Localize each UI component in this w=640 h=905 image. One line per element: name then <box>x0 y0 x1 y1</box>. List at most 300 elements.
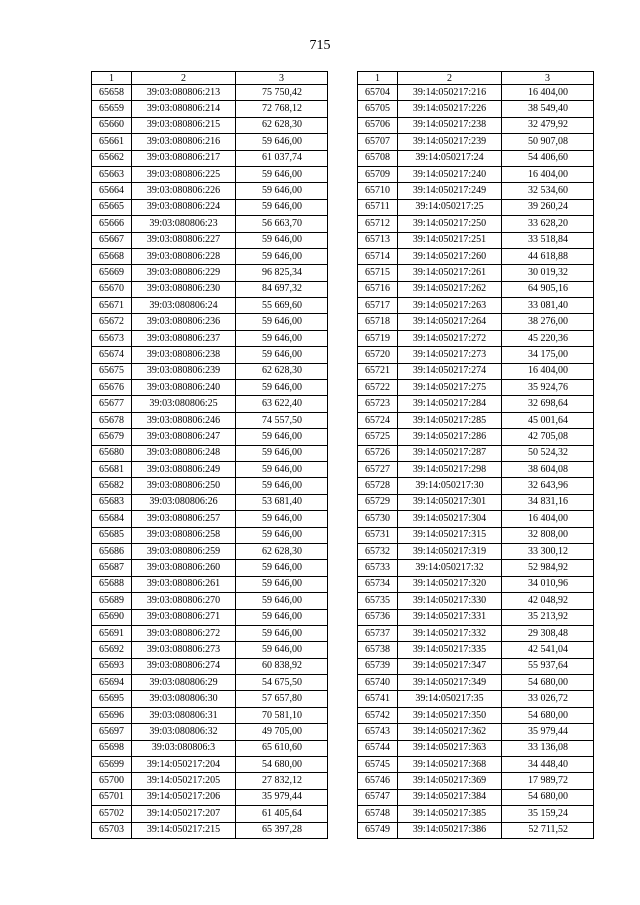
cadastral-number-cell: 39:14:050217:285 <box>398 412 502 428</box>
table-row <box>358 789 594 805</box>
cadastral-number-cell: 39:03:080806:272 <box>132 625 236 641</box>
row-number-cell: 65668 <box>92 248 132 264</box>
row-number-cell: 65702 <box>92 806 132 822</box>
row-number-cell: 65661 <box>92 134 132 150</box>
row-number-cell: 65705 <box>358 101 398 117</box>
cadastral-number-cell: 39:03:080806:260 <box>132 560 236 576</box>
table-row <box>92 707 328 723</box>
value-cell: 35 213,92 <box>502 609 594 625</box>
table-row <box>358 642 594 658</box>
table-row <box>92 642 328 658</box>
value-cell: 57 657,80 <box>236 691 328 707</box>
table-row <box>92 298 328 314</box>
value-cell: 17 989,72 <box>502 773 594 789</box>
row-number-cell: 65745 <box>358 757 398 773</box>
table-row <box>358 298 594 314</box>
row-number-cell: 65696 <box>92 707 132 723</box>
row-number-cell: 65677 <box>92 396 132 412</box>
table-row <box>358 740 594 756</box>
cadastral-number-cell: 39:03:080806:240 <box>132 380 236 396</box>
cadastral-number-cell: 39:03:080806:29 <box>132 675 236 691</box>
table-row <box>92 724 328 740</box>
table-row <box>358 216 594 232</box>
table-row <box>92 691 328 707</box>
row-number-cell: 65697 <box>92 724 132 740</box>
value-cell: 59 646,00 <box>236 347 328 363</box>
row-number-cell: 65706 <box>358 117 398 133</box>
cadastral-number-cell: 39:03:080806:32 <box>132 724 236 740</box>
value-cell: 16 404,00 <box>502 85 594 101</box>
value-cell: 59 646,00 <box>236 380 328 396</box>
value-cell: 59 646,00 <box>236 429 328 445</box>
row-number-cell: 65709 <box>358 166 398 182</box>
cadastral-number-cell: 39:14:050217:263 <box>398 298 502 314</box>
value-cell: 34 175,00 <box>502 347 594 363</box>
value-cell: 33 518,84 <box>502 232 594 248</box>
cadastral-number-cell: 39:14:050217:335 <box>398 642 502 658</box>
table-row <box>92 265 328 281</box>
value-cell: 54 680,00 <box>502 789 594 805</box>
row-number-cell: 65739 <box>358 658 398 674</box>
value-cell: 27 832,12 <box>236 773 328 789</box>
table-row <box>358 248 594 264</box>
cadastral-number-cell: 39:14:050217:273 <box>398 347 502 363</box>
row-number-cell: 65670 <box>92 281 132 297</box>
table-row <box>358 658 594 674</box>
table-row <box>92 511 328 527</box>
table-row <box>358 773 594 789</box>
row-number-cell: 65707 <box>358 134 398 150</box>
table-header-row <box>92 72 328 85</box>
cadastral-number-cell: 39:03:080806:227 <box>132 232 236 248</box>
value-cell: 32 698,64 <box>502 396 594 412</box>
table-row <box>358 757 594 773</box>
row-number-cell: 65726 <box>358 445 398 461</box>
value-cell: 54 680,00 <box>236 757 328 773</box>
value-cell: 16 404,00 <box>502 511 594 527</box>
table-row <box>358 445 594 461</box>
cadastral-number-cell: 39:03:080806:259 <box>132 543 236 559</box>
value-cell: 49 705,00 <box>236 724 328 740</box>
row-number-cell: 65747 <box>358 789 398 805</box>
row-number-cell: 65674 <box>92 347 132 363</box>
value-cell: 29 308,48 <box>502 625 594 641</box>
row-number-cell: 65737 <box>358 625 398 641</box>
value-cell: 54 680,00 <box>502 675 594 691</box>
row-number-cell: 65736 <box>358 609 398 625</box>
table-row <box>358 461 594 477</box>
table-row <box>358 527 594 543</box>
row-number-cell: 65727 <box>358 461 398 477</box>
row-number-cell: 65662 <box>92 150 132 166</box>
cadastral-number-cell: 39:14:050217:384 <box>398 789 502 805</box>
table-row <box>358 675 594 691</box>
value-cell: 35 924,76 <box>502 380 594 396</box>
value-cell: 54 680,00 <box>502 707 594 723</box>
cadastral-number-cell: 39:03:080806:3 <box>132 740 236 756</box>
cadastral-number-cell: 39:03:080806:236 <box>132 314 236 330</box>
row-number-cell: 65669 <box>92 265 132 281</box>
value-cell: 33 081,40 <box>502 298 594 314</box>
row-number-cell: 65675 <box>92 363 132 379</box>
row-number-cell: 65684 <box>92 511 132 527</box>
table-row <box>92 330 328 346</box>
cadastral-number-cell: 39:03:080806:228 <box>132 248 236 264</box>
cadastral-number-cell: 39:14:050217:301 <box>398 494 502 510</box>
value-cell: 62 628,30 <box>236 363 328 379</box>
value-cell: 75 750,42 <box>236 85 328 101</box>
row-number-cell: 65665 <box>92 199 132 215</box>
row-number-cell: 65721 <box>358 363 398 379</box>
row-number-cell: 65667 <box>92 232 132 248</box>
table-row <box>358 625 594 641</box>
cadastral-number-cell: 39:03:080806:213 <box>132 85 236 101</box>
table-row <box>358 199 594 215</box>
value-cell: 59 646,00 <box>236 461 328 477</box>
cadastral-number-cell: 39:03:080806:31 <box>132 707 236 723</box>
value-cell: 59 646,00 <box>236 134 328 150</box>
table-row <box>92 822 328 838</box>
cadastral-number-cell: 39:03:080806:23 <box>132 216 236 232</box>
cadastral-number-cell: 39:14:050217:264 <box>398 314 502 330</box>
cadastral-number-cell: 39:14:050217:330 <box>398 593 502 609</box>
row-number-cell: 65710 <box>358 183 398 199</box>
cadastral-number-cell: 39:14:050217:204 <box>132 757 236 773</box>
table-row <box>358 166 594 182</box>
value-cell: 60 838,92 <box>236 658 328 674</box>
table-row <box>358 150 594 166</box>
value-cell: 59 646,00 <box>236 511 328 527</box>
table-row <box>92 347 328 363</box>
cadastral-number-cell: 39:03:080806:248 <box>132 445 236 461</box>
row-number-cell: 65728 <box>358 478 398 494</box>
value-cell: 42 705,08 <box>502 429 594 445</box>
value-cell: 33 026,72 <box>502 691 594 707</box>
row-number-cell: 65693 <box>92 658 132 674</box>
row-number-cell: 65717 <box>358 298 398 314</box>
value-cell: 59 646,00 <box>236 478 328 494</box>
cadastral-number-cell: 39:03:080806:225 <box>132 166 236 182</box>
value-cell: 53 681,40 <box>236 494 328 510</box>
row-number-cell: 65681 <box>92 461 132 477</box>
cadastral-number-cell: 39:14:050217:350 <box>398 707 502 723</box>
cadastral-number-cell: 39:14:050217:262 <box>398 281 502 297</box>
cadastral-number-cell: 39:03:080806:24 <box>132 298 236 314</box>
table-row <box>358 691 594 707</box>
cadastral-number-cell: 39:14:050217:272 <box>398 330 502 346</box>
cadastral-number-cell: 39:03:080806:273 <box>132 642 236 658</box>
row-number-cell: 65683 <box>92 494 132 510</box>
cadastral-number-cell: 39:03:080806:224 <box>132 199 236 215</box>
row-number-cell: 65740 <box>358 675 398 691</box>
table-row <box>92 85 328 101</box>
table-row <box>358 478 594 494</box>
table-row <box>92 281 328 297</box>
table-row <box>92 445 328 461</box>
table-row <box>92 314 328 330</box>
cadastral-number-cell: 39:03:080806:229 <box>132 265 236 281</box>
cadastral-number-cell: 39:03:080806:237 <box>132 330 236 346</box>
value-cell: 72 768,12 <box>236 101 328 117</box>
row-number-cell: 65720 <box>358 347 398 363</box>
value-cell: 52 984,92 <box>502 560 594 576</box>
cadastral-number-cell: 39:14:050217:368 <box>398 757 502 773</box>
row-number-cell: 65734 <box>358 576 398 592</box>
value-cell: 74 557,50 <box>236 412 328 428</box>
cadastral-number-cell: 39:03:080806:215 <box>132 117 236 133</box>
value-cell: 32 808,00 <box>502 527 594 543</box>
value-cell: 44 618,88 <box>502 248 594 264</box>
value-cell: 42 541,04 <box>502 642 594 658</box>
cadastral-number-cell: 39:03:080806:25 <box>132 396 236 412</box>
value-cell: 35 979,44 <box>502 724 594 740</box>
row-number-cell: 65715 <box>358 265 398 281</box>
cadastral-number-cell: 39:14:050217:251 <box>398 232 502 248</box>
table-row <box>92 806 328 822</box>
table-row <box>358 363 594 379</box>
cadastral-number-cell: 39:14:050217:216 <box>398 85 502 101</box>
cadastral-number-cell: 39:03:080806:270 <box>132 593 236 609</box>
page-number: 715 <box>309 38 331 53</box>
cadastral-number-cell: 39:03:080806:214 <box>132 101 236 117</box>
table-row <box>92 396 328 412</box>
table-row <box>92 101 328 117</box>
cadastral-number-cell: 39:03:080806:26 <box>132 494 236 510</box>
value-cell: 32 479,92 <box>502 117 594 133</box>
value-cell: 30 019,32 <box>502 265 594 281</box>
table-row <box>92 363 328 379</box>
value-cell: 64 905,16 <box>502 281 594 297</box>
table-row <box>358 609 594 625</box>
value-cell: 38 549,40 <box>502 101 594 117</box>
table-row <box>92 216 328 232</box>
table-row <box>358 380 594 396</box>
cadastral-number-cell: 39:14:050217:320 <box>398 576 502 592</box>
row-number-cell: 65698 <box>92 740 132 756</box>
row-number-cell: 65714 <box>358 248 398 264</box>
value-cell: 84 697,32 <box>236 281 328 297</box>
value-cell: 59 646,00 <box>236 199 328 215</box>
cadastral-number-cell: 39:03:080806:230 <box>132 281 236 297</box>
value-cell: 62 628,30 <box>236 543 328 559</box>
value-cell: 61 405,64 <box>236 806 328 822</box>
cadastral-number-cell: 39:03:080806:271 <box>132 609 236 625</box>
row-number-cell: 65663 <box>92 166 132 182</box>
table-row <box>92 593 328 609</box>
row-number-cell: 65711 <box>358 199 398 215</box>
cadastral-number-cell: 39:03:080806:246 <box>132 412 236 428</box>
table-row <box>92 199 328 215</box>
table-row <box>358 314 594 330</box>
value-cell: 59 646,00 <box>236 232 328 248</box>
value-cell: 96 825,34 <box>236 265 328 281</box>
column-header: 1 <box>358 72 398 85</box>
table-row <box>92 789 328 805</box>
table-row <box>358 101 594 117</box>
row-number-cell: 65687 <box>92 560 132 576</box>
value-cell: 59 646,00 <box>236 166 328 182</box>
value-cell: 54 675,50 <box>236 675 328 691</box>
row-number-cell: 65735 <box>358 593 398 609</box>
table-row <box>92 757 328 773</box>
cadastral-number-cell: 39:14:050217:25 <box>398 199 502 215</box>
row-number-cell: 65712 <box>358 216 398 232</box>
table-row <box>92 658 328 674</box>
row-number-cell: 65666 <box>92 216 132 232</box>
column-header: 2 <box>132 72 236 85</box>
row-number-cell: 65724 <box>358 412 398 428</box>
row-number-cell: 65748 <box>358 806 398 822</box>
cadastral-number-cell: 39:03:080806:274 <box>132 658 236 674</box>
row-number-cell: 65664 <box>92 183 132 199</box>
cadastral-number-cell: 39:14:050217:207 <box>132 806 236 822</box>
cadastral-number-cell: 39:14:050217:319 <box>398 543 502 559</box>
cadastral-number-cell: 39:14:050217:286 <box>398 429 502 445</box>
row-number-cell: 65744 <box>358 740 398 756</box>
table-row <box>92 478 328 494</box>
row-number-cell: 65682 <box>92 478 132 494</box>
cadastral-number-cell: 39:14:050217:315 <box>398 527 502 543</box>
row-number-cell: 65680 <box>92 445 132 461</box>
value-cell: 59 646,00 <box>236 593 328 609</box>
right-table <box>357 71 594 839</box>
table-header-row <box>358 72 594 85</box>
table-row <box>358 412 594 428</box>
table-row <box>358 281 594 297</box>
cadastral-number-cell: 39:14:050217:35 <box>398 691 502 707</box>
value-cell: 34 448,40 <box>502 757 594 773</box>
row-number-cell: 65695 <box>92 691 132 707</box>
cadastral-number-cell: 39:14:050217:260 <box>398 248 502 264</box>
cadastral-number-cell: 39:14:050217:349 <box>398 675 502 691</box>
value-cell: 35 979,44 <box>236 789 328 805</box>
row-number-cell: 65694 <box>92 675 132 691</box>
row-number-cell: 65746 <box>358 773 398 789</box>
cadastral-number-cell: 39:14:050217:32 <box>398 560 502 576</box>
row-number-cell: 65658 <box>92 85 132 101</box>
cadastral-number-cell: 39:14:050217:250 <box>398 216 502 232</box>
row-number-cell: 65723 <box>358 396 398 412</box>
row-number-cell: 65672 <box>92 314 132 330</box>
row-number-cell: 65738 <box>358 642 398 658</box>
row-number-cell: 65690 <box>92 609 132 625</box>
cadastral-number-cell: 39:14:050217:249 <box>398 183 502 199</box>
value-cell: 35 159,24 <box>502 806 594 822</box>
left-table <box>91 71 328 839</box>
row-number-cell: 65732 <box>358 543 398 559</box>
value-cell: 34 010,96 <box>502 576 594 592</box>
value-cell: 63 622,40 <box>236 396 328 412</box>
value-cell: 61 037,74 <box>236 150 328 166</box>
cadastral-number-cell: 39:03:080806:226 <box>132 183 236 199</box>
column-header: 1 <box>92 72 132 85</box>
table-row <box>358 511 594 527</box>
row-number-cell: 65729 <box>358 494 398 510</box>
table-row <box>92 609 328 625</box>
row-number-cell: 65685 <box>92 527 132 543</box>
row-number-cell: 65679 <box>92 429 132 445</box>
cadastral-number-cell: 39:14:050217:274 <box>398 363 502 379</box>
value-cell: 59 646,00 <box>236 330 328 346</box>
table-row <box>92 740 328 756</box>
value-cell: 16 404,00 <box>502 166 594 182</box>
value-cell: 59 646,00 <box>236 445 328 461</box>
value-cell: 62 628,30 <box>236 117 328 133</box>
cadastral-number-cell: 39:14:050217:347 <box>398 658 502 674</box>
cadastral-number-cell: 39:14:050217:385 <box>398 806 502 822</box>
cadastral-number-cell: 39:03:080806:216 <box>132 134 236 150</box>
table-row <box>358 494 594 510</box>
table-row <box>92 675 328 691</box>
row-number-cell: 65701 <box>92 789 132 805</box>
table-row <box>92 150 328 166</box>
cadastral-number-cell: 39:14:050217:386 <box>398 822 502 838</box>
cadastral-number-cell: 39:14:050217:332 <box>398 625 502 641</box>
row-number-cell: 65699 <box>92 757 132 773</box>
cadastral-number-cell: 39:14:050217:363 <box>398 740 502 756</box>
column-header: 3 <box>502 72 594 85</box>
row-number-cell: 65688 <box>92 576 132 592</box>
row-number-cell: 65730 <box>358 511 398 527</box>
cadastral-number-cell: 39:03:080806:217 <box>132 150 236 166</box>
row-number-cell: 65678 <box>92 412 132 428</box>
value-cell: 54 406,60 <box>502 150 594 166</box>
table-row <box>92 494 328 510</box>
row-number-cell: 65741 <box>358 691 398 707</box>
value-cell: 59 646,00 <box>236 642 328 658</box>
table-row <box>92 380 328 396</box>
cadastral-number-cell: 39:03:080806:238 <box>132 347 236 363</box>
value-cell: 33 628,20 <box>502 216 594 232</box>
table-row <box>358 560 594 576</box>
cadastral-number-cell: 39:14:050217:24 <box>398 150 502 166</box>
value-cell: 55 937,64 <box>502 658 594 674</box>
row-number-cell: 65725 <box>358 429 398 445</box>
cadastral-number-cell: 39:14:050217:287 <box>398 445 502 461</box>
table-row <box>92 248 328 264</box>
table-row <box>92 429 328 445</box>
value-cell: 59 646,00 <box>236 576 328 592</box>
value-cell: 59 646,00 <box>236 248 328 264</box>
cadastral-number-cell: 39:03:080806:250 <box>132 478 236 494</box>
value-cell: 33 300,12 <box>502 543 594 559</box>
table-row <box>92 166 328 182</box>
cadastral-number-cell: 39:03:080806:261 <box>132 576 236 592</box>
row-number-cell: 65733 <box>358 560 398 576</box>
cadastral-number-cell: 39:14:050217:298 <box>398 461 502 477</box>
table-row <box>92 232 328 248</box>
value-cell: 65 610,60 <box>236 740 328 756</box>
value-cell: 59 646,00 <box>236 560 328 576</box>
value-cell: 16 404,00 <box>502 363 594 379</box>
table-row <box>358 117 594 133</box>
value-cell: 56 663,70 <box>236 216 328 232</box>
table-row <box>358 429 594 445</box>
row-number-cell: 65713 <box>358 232 398 248</box>
table-row <box>358 576 594 592</box>
cadastral-number-cell: 39:14:050217:331 <box>398 609 502 625</box>
value-cell: 55 669,60 <box>236 298 328 314</box>
table-row <box>92 527 328 543</box>
table-row <box>358 806 594 822</box>
cadastral-number-cell: 39:14:050217:239 <box>398 134 502 150</box>
row-number-cell: 65703 <box>92 822 132 838</box>
value-cell: 34 831,16 <box>502 494 594 510</box>
value-cell: 65 397,28 <box>236 822 328 838</box>
value-cell: 50 907,08 <box>502 134 594 150</box>
column-header: 3 <box>236 72 328 85</box>
cadastral-number-cell: 39:03:080806:258 <box>132 527 236 543</box>
